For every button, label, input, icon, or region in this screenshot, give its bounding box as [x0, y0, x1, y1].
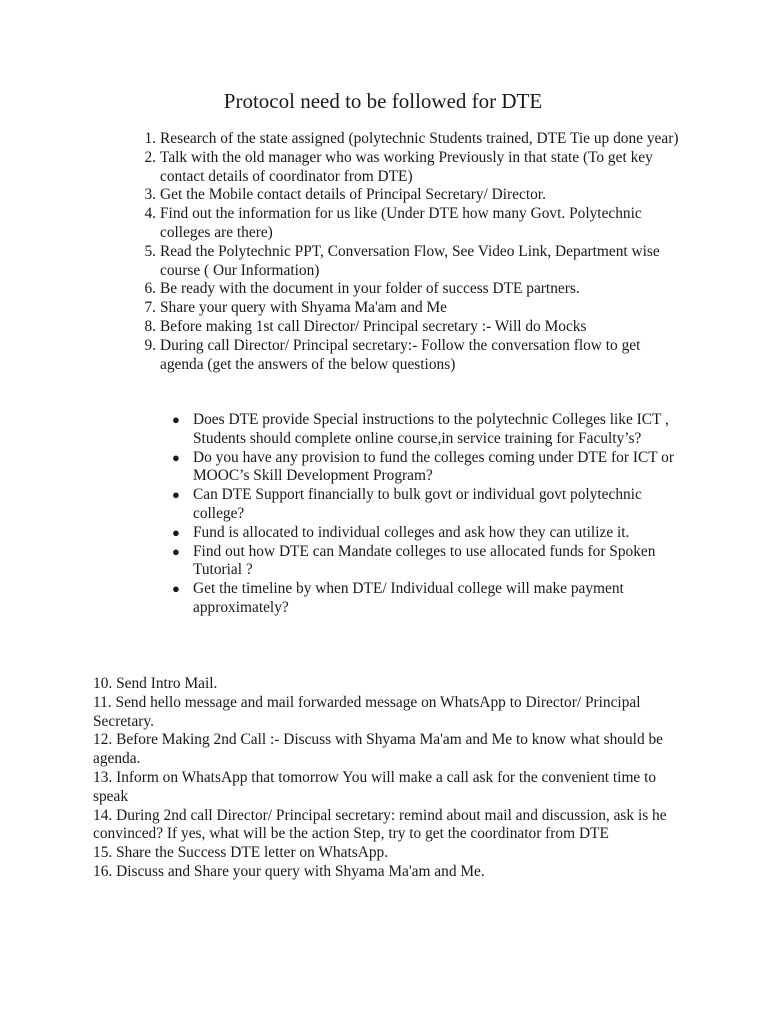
list-item [144, 317, 680, 337]
later-steps-list [93, 675, 683, 882]
bullet-item-text: Does DTE provide Special instructions to the polytechnic Colleges like ICT , Students should complete online course,in service training for Faculty’s? [193, 411, 669, 447]
bullet-icon: ● [172, 524, 180, 540]
bullet-item [172, 580, 683, 618]
list-item-text: Before making 1st call Director/ Principal secretary :- Will do Mocks [160, 317, 587, 335]
bullet-item [172, 448, 683, 487]
list-item-number: 9. [144, 336, 156, 354]
list-item-number: 1. [144, 130, 156, 147]
bullet-item-text: Get the timeline by when DTE/ Individual college will make payment approximately? [193, 580, 624, 616]
bullet-item-text: Find out how DTE can Mandate colleges to use allocated funds for Spoken Tutorial ? [193, 542, 656, 579]
list-item-text: Share your query with Shyama Ma'am and Me [160, 299, 448, 317]
list-item: 13. Inform on WhatsApp that tomorrow You will make a call ask for the convenient time to speak [93, 768, 657, 805]
list-item: 16. Discuss and Share your query with Shyama Ma'am and Me. [93, 862, 485, 880]
list-item: 11. Send hello message and mail forwarded message on WhatsApp to Director/ Principal Secretary. [93, 693, 641, 730]
list-item [144, 205, 680, 243]
list-item-text: Read the Polytechnic PPT, Conversation Flow, See Video Link, Department wise course ( Our Information) [160, 242, 660, 279]
bullet-item-text: Do you have any provision to fund the colleges coming under DTE for ICT or MOOC’s Skill Development Program? [193, 448, 674, 485]
list-item [144, 299, 680, 318]
bullet-icon: ● [172, 412, 180, 427]
bullet-item-text: Fund is allocated to individual colleges and ask how they can utilize it. [193, 523, 630, 541]
list-item [144, 186, 680, 205]
bullet-item-text: Can DTE Support financially to bulk govt or individual govt polytechnic college? [193, 486, 642, 522]
list-item-text: Research of the state assigned (polytechnic Students trained, DTE Tie up done year) [160, 130, 679, 147]
numbered-steps-list [144, 130, 680, 374]
list-item [144, 280, 680, 299]
bullet-item [172, 523, 683, 543]
bullet-icon: ● [172, 543, 180, 559]
list-item [144, 242, 680, 281]
list-item [144, 148, 680, 187]
list-item-text: Talk with the old manager who was working Previously in that state (To get key contact details of coordinator from DTE) [160, 148, 653, 185]
bullet-item [172, 486, 683, 524]
list-item [144, 130, 680, 149]
list-item: 12. Before Making 2nd Call :- Discuss with Shyama Ma'am and Me to know what should be agenda. [93, 731, 664, 768]
list-item-number: 5. [144, 242, 156, 260]
list-item-number: 4. [144, 205, 156, 223]
bullet-item [172, 411, 683, 449]
bullet-icon: ● [172, 449, 180, 465]
page-title: Protocol need to be followed for DTE [223, 89, 543, 113]
list-item-number: 7. [144, 299, 156, 317]
list-item [144, 336, 680, 375]
list-item-text: Get the Mobile contact details of Principal Secretary/ Director. [160, 186, 546, 204]
list-item-number: 2. [144, 148, 156, 166]
list-item-number: 8. [144, 317, 156, 335]
list-item-number: 6. [144, 280, 156, 298]
bullet-item [172, 542, 683, 581]
list-item: 14. During 2nd call Director/ Principal secretary: remind about mail and discussion, ask is he convinced? If yes, what will be the action Step, try to get the coordinator from DTE [93, 806, 667, 843]
list-item: 15. Share the Success DTE letter on WhatsApp. [93, 844, 389, 862]
questions-bullet-list [172, 411, 683, 618]
list-item-text: Find out the information for us like (Under DTE how many Govt. Polytechnic colleges are there) [160, 205, 642, 241]
bullet-icon: ● [172, 581, 180, 597]
list-item-number: 3. [144, 186, 156, 204]
list-item: 10. Send Intro Mail. [93, 675, 218, 692]
list-item-text: Be ready with the document in your folder of success DTE partners. [160, 280, 580, 298]
list-item-text: During call Director/ Principal secretary:- Follow the conversation flow to get agenda (get the answers of the below questions) [160, 336, 641, 373]
bullet-icon: ● [172, 487, 180, 503]
